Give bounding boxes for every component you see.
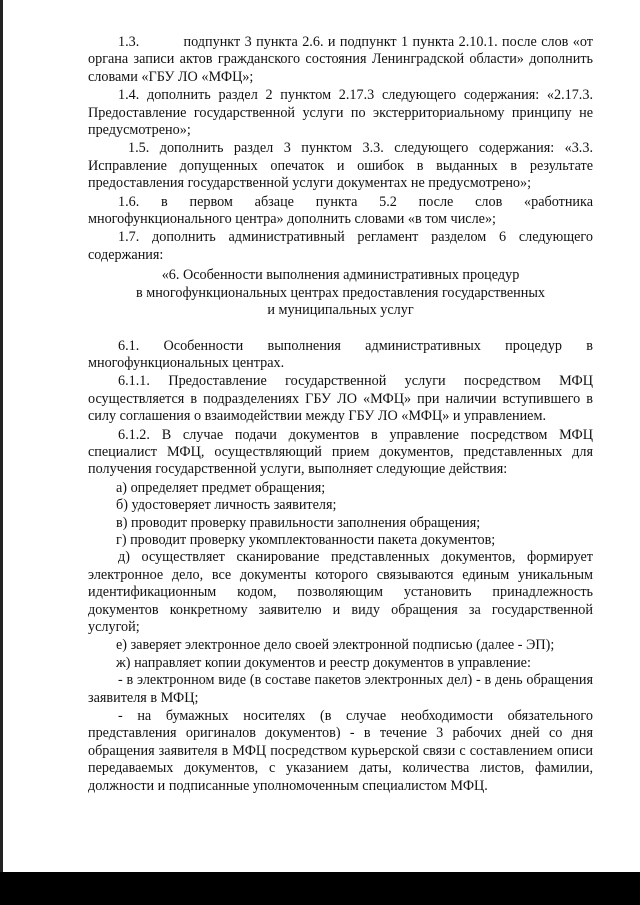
list-item-paper: - на бумажных носителях (в случае необходимости обязательного представления оригиналов документов) - в течение 3 рабочих дней со дня обращения заявителя в МФЦ посредством курьерской связи с составлением описи передаваемых документов, с указанием даты, количества листов, фамилии, должности и подписанные уполномоченным специалистом МФЦ.	[88, 708, 593, 794]
list-item-zh: ж) направляет копии документов и реестр документов в управление:	[116, 654, 531, 671]
paragraph-1-3: 1.3. подпункт 3 пункта 2.6. и подпункт 1 пункта 2.10.1. после слов «от органа записи актов гражданского состояния Ленинградской области» дополнить словами «ГБУ ЛО «МФЦ»;	[88, 34, 593, 85]
list-item-b: б) удостоверяет личность заявителя;	[116, 497, 337, 514]
document-text	[88, 34, 593, 796]
list-item-v: в) проводит проверку правильности заполнения обращения;	[116, 514, 481, 531]
list-item-a: а) определяет предмет обращения;	[116, 479, 326, 496]
list-item-d: д) осуществляет сканирование представленных документов, формирует электронное дело, все документы которого связываются единым уникальным идентификационным кодом, позволяющим установить принадлежность документов конкретному заявителю и виду обращения за государственной услугой;	[88, 549, 593, 635]
paragraph-1-5: 1.5. дополнить раздел 3 пунктом 3.3. следующего содержания: «3.3. Исправление допущенных опечаток и ошибок в выданных в результате предоставления государственной услуги документах не предусмотрено»;	[88, 140, 593, 192]
heading-line-1: «6. Особенности выполнения административных процедур	[161, 267, 520, 284]
list-item-electronic: - в электронном виде (в составе пакетов электронных дел) - в день обращения заявителя в МФЦ;	[88, 672, 593, 706]
scan-bottom-edge	[0, 872, 640, 905]
paragraph-1-6: 1.6. в первом абзаце пункта 5.2 после слов «работника многофункционального центра» дополнить словами «в том числе»;	[88, 193, 593, 228]
paragraph-6-1-2: 6.1.2. В случае подачи документов в управление посредством МФЦ специалист МФЦ, осуществляющий прием документов, представленных для получения государственной услуги, выполняет следующие действия:	[88, 426, 593, 478]
paragraph-1-4: 1.4. дополнить раздел 2 пунктом 2.17.3 следующего содержания: «2.17.3. Предоставление государственной услуги по экстерриториальному принципу не предусмотрено»;	[88, 87, 593, 139]
section-6-heading	[88, 267, 593, 319]
heading-line-3: и муниципальных услуг	[267, 302, 414, 319]
paragraph-1-7: 1.7. дополнить административный регламент разделом 6 следующего содержания:	[88, 229, 593, 263]
list-item-e: е) заверяет электронное дело своей электронной подписью (далее - ЭП);	[116, 637, 555, 654]
list-item-g: г) проводит проверку укомплектованности пакета документов;	[116, 531, 496, 548]
paragraph-6-1-1: 6.1.1. Предоставление государственной услуги посредством МФЦ осуществляется в подразделениях ГБУ ЛО «МФЦ» при наличии вступившего в силу соглашения о взаимодействии между ГБУ ЛО «МФЦ» и управлением.	[88, 373, 593, 425]
heading-line-2: в многофункциональных центрах предоставления государственных	[135, 284, 545, 301]
scan-left-edge	[0, 0, 3, 905]
paragraph-6-1: 6.1. Особенности выполнения административных процедур в многофункциональных центрах.	[88, 337, 593, 371]
